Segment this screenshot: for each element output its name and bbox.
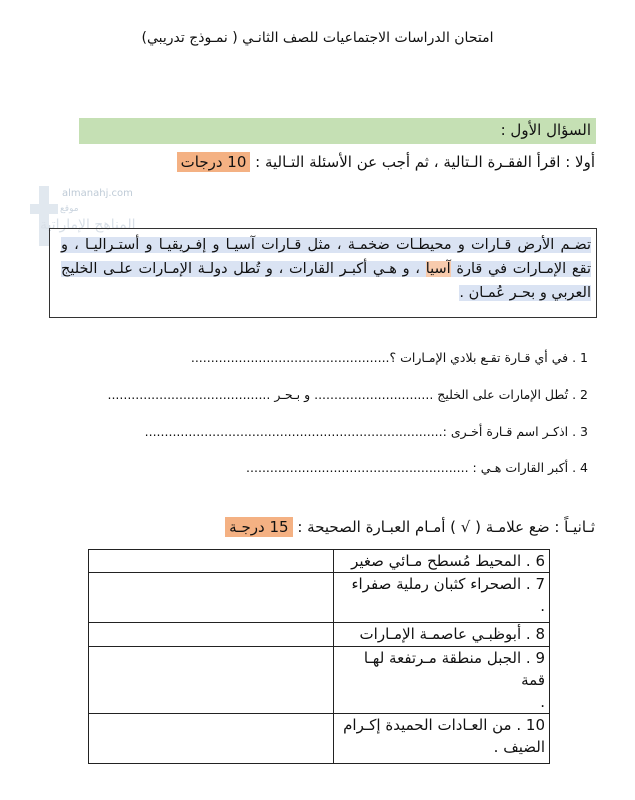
- page-title: امتحان الدراسات الاجتماعيات للصف الثانـي ( نمـوذج تدريبي): [141, 30, 494, 46]
- true-false-table: [88, 549, 550, 764]
- watermark-line2: المناهج الإماراتية: [40, 217, 136, 233]
- answer-cell[interactable]: [89, 623, 334, 647]
- statement-text: 8 . أبوظبـي عاصمـة الإمـارات: [359, 625, 545, 643]
- passage-part3: الخليج العربي و بحـر عُمـان .: [61, 261, 591, 301]
- passage-asia: آسيا: [425, 261, 451, 277]
- section-one-header: [177, 153, 595, 171]
- section-one-grade: 10 درجات: [177, 152, 251, 172]
- statement-text-cont: .: [540, 693, 545, 711]
- table-row: [89, 550, 550, 573]
- statement-cell: [333, 647, 549, 714]
- answer-cell[interactable]: [89, 714, 334, 764]
- section-two-instruction: ثـانيـاً : ضع علامـة ( √ ) أمـام العبـارة الصحيحة :: [297, 518, 595, 536]
- answer-cell[interactable]: [89, 647, 334, 714]
- table-row: [89, 623, 550, 647]
- statement-text: 10 . من العـادات الحميدة إكـرام: [343, 716, 545, 734]
- answer-cell[interactable]: [89, 573, 334, 623]
- statement-cell: [333, 714, 549, 764]
- statement-text: 6 . المحيط مُسطح مـائي صغير: [351, 552, 545, 570]
- table-row: [89, 573, 550, 623]
- question-2: 2 . تُطل الإمارات على الخليج .............................. و بـحـر .........................................: [107, 387, 588, 402]
- watermark-line1: موقع: [60, 204, 79, 214]
- question-one-label: السؤال الأول :: [500, 121, 591, 139]
- section-one-instruction: أولا : اقرأ الفقـرة الـتالية ، ثم أجب عن الأسئلة التـالية :: [255, 153, 595, 171]
- table-row: [89, 647, 550, 714]
- passage-part1: تضـم الأرض قـارات و محيطـات ضخمـة ، مثل قـارات آسيـا و إفـريقيـا و أستـراليـا ، و تقع الإمـارات في قارة: [61, 237, 591, 277]
- statement-text: 9 . الجبل منطقة مـرتفعة لهـا قمة: [363, 649, 545, 689]
- question-1: 1 . في أي قـارة تقـع بلادي الإمـارات ؟..................................................: [190, 350, 588, 365]
- question-4: 4 . أكبر القارات هـي : ........................................................: [246, 460, 588, 475]
- section-two-header: [225, 518, 595, 536]
- answer-cell[interactable]: [89, 550, 334, 573]
- statement-cell: [333, 573, 549, 623]
- watermark-site: almanahj.com: [62, 188, 133, 199]
- reading-passage: [61, 233, 591, 305]
- passage-part2: ، و هـي أكبـر القارات ، و تُطل دولـة الإمـارات علـى: [97, 261, 426, 277]
- table-row: [89, 714, 550, 764]
- question-3: 3 . اذكـر اسم قـارة أخـرى :...........................................................................: [144, 424, 588, 439]
- statement-cell: [333, 550, 549, 573]
- section-two-grade: 15 درجـة: [225, 517, 293, 537]
- statement-text: 7 . الصحراء كثبان رملية صفراء: [351, 575, 545, 593]
- statement-text-cont: الضيف .: [493, 738, 545, 756]
- statement-cell: [333, 623, 549, 647]
- statement-text-cont: .: [540, 597, 545, 615]
